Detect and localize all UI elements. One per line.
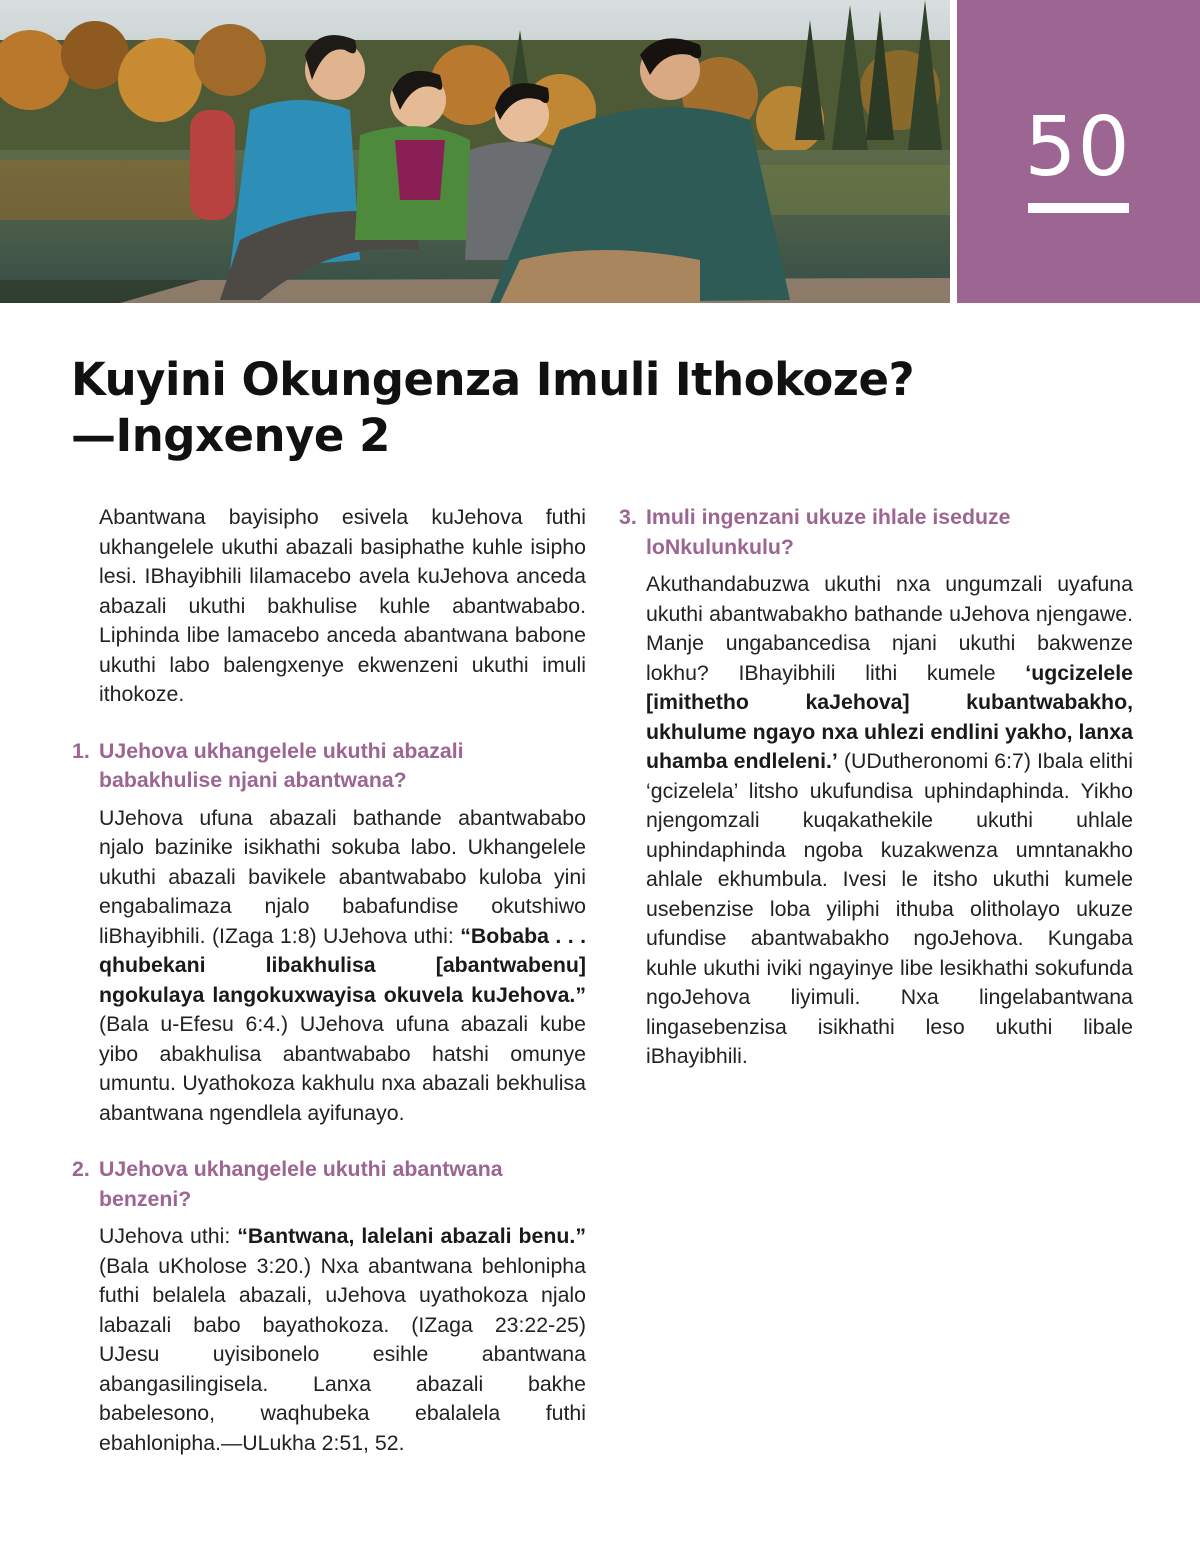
lesson-number-panel (957, 0, 1200, 303)
lesson-title-line1: Kuyini Okungenza Imuli Ithokoze? (71, 353, 915, 406)
section-2-question: UJehova ukhangelele ukuthi abantwana benzeni? (99, 1157, 503, 1211)
section-3-scripture-quote: ‘ugcizelele [imithetho kaJehova] kubantwabakho, ukhulume ngayo nxa uhlezi endlini yakho, lanxa uhamba endleleni.’ (646, 660, 1133, 773)
section-2-scripture-quote: “Bantwana, lalelani abazali benu.” (237, 1224, 586, 1248)
section-2-body (99, 1222, 586, 1458)
right-column (619, 503, 1133, 1072)
section-1-text-a: UJehova ufuna abazali bathande abantwababo njalo bazinike isikhathi sokuba labo. Ukhangelele ukuthi abazali bavikele abantwababo kuloba yini engabalimaza njalo babafundise okutshiwo liBhayibhili. (IZaga 1:8) UJehova uthi: (99, 805, 586, 948)
lesson-title (71, 352, 931, 464)
section-3-text-b: (UDutheronomi 6:7) Ibala elithi ‘gcizelela’ litsho ukufundisa uphindaphinda. Yikho njengomzali kuqakathekile ukuthi uhlale uphindaphinda ngoba kuzakwenza umntanakho ahlale ekhumbula. Ivesi le itsho ukuthi kumele usebenzise loba yiliphi ithuba olitholayo ukuze ufundise abantwabakho ngoJehova. Kungaba kuhle ukuthi iviki ngayinye libe lesikhathi sokufunda ngoJehova liyimuli. Nxa lingelabantwana lingasebenzisa isikhathi leso ukuthi libale iBhayibhili. (646, 749, 1133, 1068)
lesson-number: 50 (1024, 100, 1131, 195)
section-1-scripture-quote: “Bobaba . . . qhubekani libakhulisa [abantwabenu] ngokulaya langokuxwayisa okuvela kuJehova.” (99, 923, 586, 1007)
section-1-question: UJehova ukhangelele ukuthi abazali babakhulise njani abantwana? (99, 738, 464, 792)
section-1-heading (72, 737, 586, 796)
header-photo (0, 0, 950, 303)
section-2-heading (72, 1155, 586, 1214)
section-3-text-a: Akuthandabuzwa ukuthi nxa ungumzali uyafuna ukuthi abantwabakho bathande uJehova njengawe. Manje ungabancedisa njani ukuthi bakwenze lokhu? IBhayibhili lithi kumele (646, 572, 1133, 685)
intro-paragraph: Abantwana bayisipho esivela kuJehova futhi ukhangelele ukuthi abazali basiphathe kuhle isipho lesi. IBhayibhili lilamacebo avela kuJehova anceda abazali ukuthi bakhulise kuhle abantwababo. Liphinda libe lamacebo anceda abantwana babone ukuthi labo balengxenye ekwenzeni ukuthi imuli ithokoze. (99, 505, 586, 706)
section-3-number: 3. (619, 505, 637, 529)
section-2-number: 2. (72, 1157, 90, 1181)
section-1-number: 1. (72, 738, 90, 763)
section-1-text-b: (Bala u-Efesu 6:4.) UJehova ufuna abazali kube yibo abakhulisa abantwababo hatshi omunye umuntu. Uyathokoza kakhulu nxa abazali bekhulisa abantwana ngendlela ayifunayo. (99, 1012, 586, 1125)
left-column (72, 503, 586, 1458)
section-3-question: Imuli ingenzani ukuze ihlale iseduze loNkulunkulu? (646, 505, 1011, 559)
section-2-text-a: UJehova uthi: (99, 1224, 238, 1248)
family-by-lake-illustration (0, 0, 950, 303)
number-underline (1028, 203, 1129, 213)
section-3-body (646, 570, 1133, 1072)
section-3-heading (619, 503, 1133, 562)
lesson-title-line2: —Ingxenye 2 (71, 409, 390, 462)
section-2-text-b: (Bala uKholose 3:20.) Nxa abantwana behlonipha futhi belalela abazali, uJehova uyathokoza njalo labazali babo bayathokoza. (IZaga 23:22-25) UJesu uyisibonelo esihle abantwana abangasilingisela. Lanxa abazali bakhe babelesono, waqhubeka ebalalela futhi ebahlonipha.—ULukha 2:51, 52. (99, 1253, 586, 1455)
section-1-body (99, 804, 586, 1129)
